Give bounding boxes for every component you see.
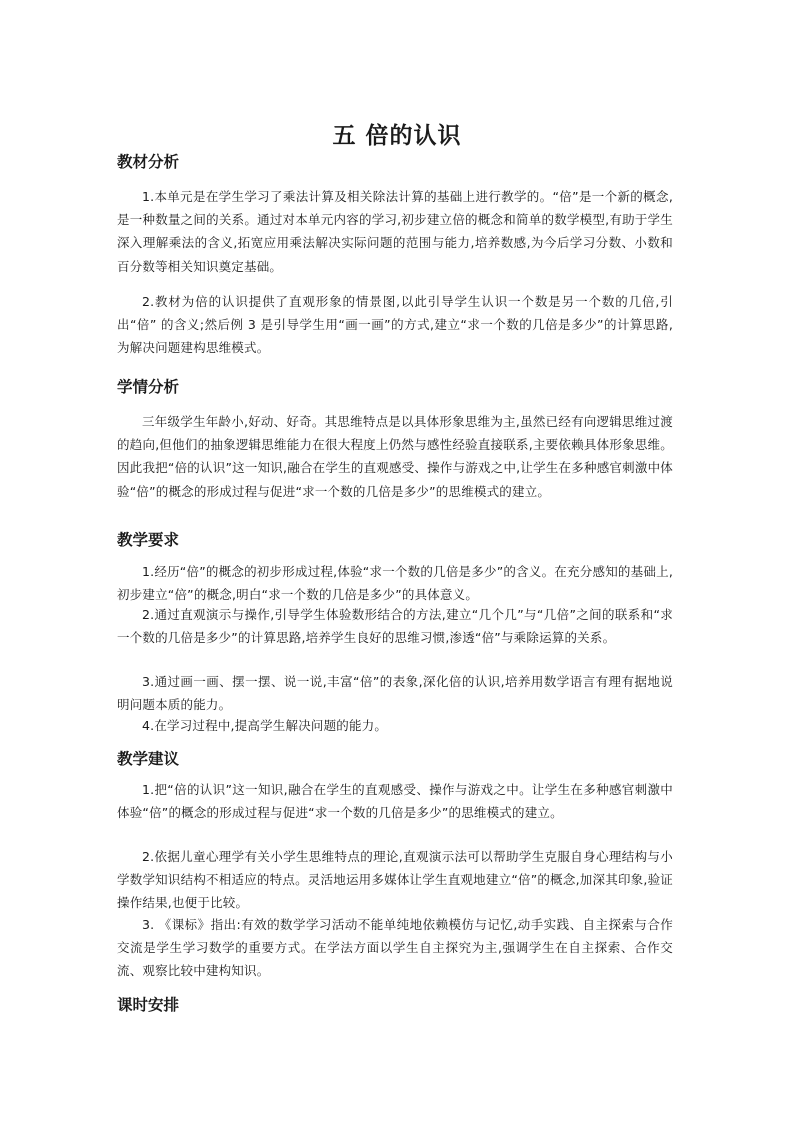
- paragraph: 1.把“倍的认识”这一知识,融合在学生的直观感受、操作与游戏之中。让学生在多种感官刺激中体验“倍”的概念的形成过程与促进“求一个数的几倍是多少”的思维模式的建立。: [117, 782, 673, 821]
- paragraph: 1.本单元是在学生学习了乘法计算及相关除法计算的基础上进行教学的。“倍”是一个新的概念,是一种数量之间的关系。通过对本单元内容的学习,初步建立倍的概念和简单的数学模型,有助于学生深入理解乘法的含义,拓宽应用乘法解决实际问题的范围与能力,培养数感,为今后学习分数、小数和百分数等相关知识奠定基础。: [117, 189, 673, 274]
- section-heading-class-schedule: 课时安排: [117, 996, 180, 1014]
- section-heading-teaching-suggestions: 教学建议: [117, 750, 180, 768]
- page-title: 五 倍的认识: [332, 122, 462, 150]
- paragraph: 3. 《课标》指出:有效的数学学习活动不能单纯地依赖模仿与记忆,动手实践、自主探索与合作交流是学生学习数学的重要方式。在学法方面以学生自主探究为主,强调学生在自主探索、合作交流、观察比较中建构知识。: [117, 917, 673, 979]
- paragraph: 2.通过直观演示与操作,引导学生体验数形结合的方法,建立“几个几”与“几倍”之间的联系和“求一个数的几倍是多少”的计算思路,培养学生良好的思维习惯,渗透“倍”与乘除运算的关系。: [117, 607, 673, 646]
- paragraph: 2.依据儿童心理学有关小学生思维特点的理论,直观演示法可以帮助学生克服自身心理结构与小学数学知识结构不相适应的特点。灵活地运用多媒体让学生直观地建立“倍”的概念,加深其印象,验证操作结果,也便于比较。: [117, 849, 673, 911]
- paragraph: 三年级学生年龄小,好动、好奇。其思维特点是以具体形象思维为主,虽然已经有向逻辑思维过渡的趋向,但他们的抽象逻辑思维能力在很大程度上仍然与感性经验直接联系,主要依赖具体形象思维。因此我把“倍的认识”这一知识,融合在学生的直观感受、操作与游戏之中,让学生在多种感官刺激中体验“倍”的概念的形成过程与促进“求一个数的几倍是多少”的思维模式的建立。: [117, 414, 673, 499]
- paragraph: 1.经历“倍”的概念的初步形成过程,体验“求一个数的几倍是多少”的含义。在充分感知的基础上,初步建立“倍”的概念,明白“求一个数的几倍是多少”的具体意义。: [117, 564, 673, 603]
- section-heading-student-analysis: 学情分析: [117, 378, 180, 396]
- paragraph: 2.教材为倍的认识提供了直观形象的情景图,以此引导学生认识一个数是另一个数的几倍,引出“倍” 的含义;然后例 3 是引导学生用“画一画”的方式,建立“求一个数的几倍是多少”的计算思路,为解决问题建构思维模式。: [117, 294, 673, 356]
- section-heading-textbook-analysis: 教材分析: [117, 153, 180, 171]
- paragraph: 3.通过画一画、摆一摆、说一说,丰富“倍”的表象,深化倍的认识,培养用数学语言有理有据地说明问题本质的能力。: [117, 674, 673, 713]
- section-heading-teaching-requirements: 教学要求: [117, 531, 180, 549]
- paragraph: 4.在学习过程中,提高学生解决问题的能力。: [142, 718, 388, 733]
